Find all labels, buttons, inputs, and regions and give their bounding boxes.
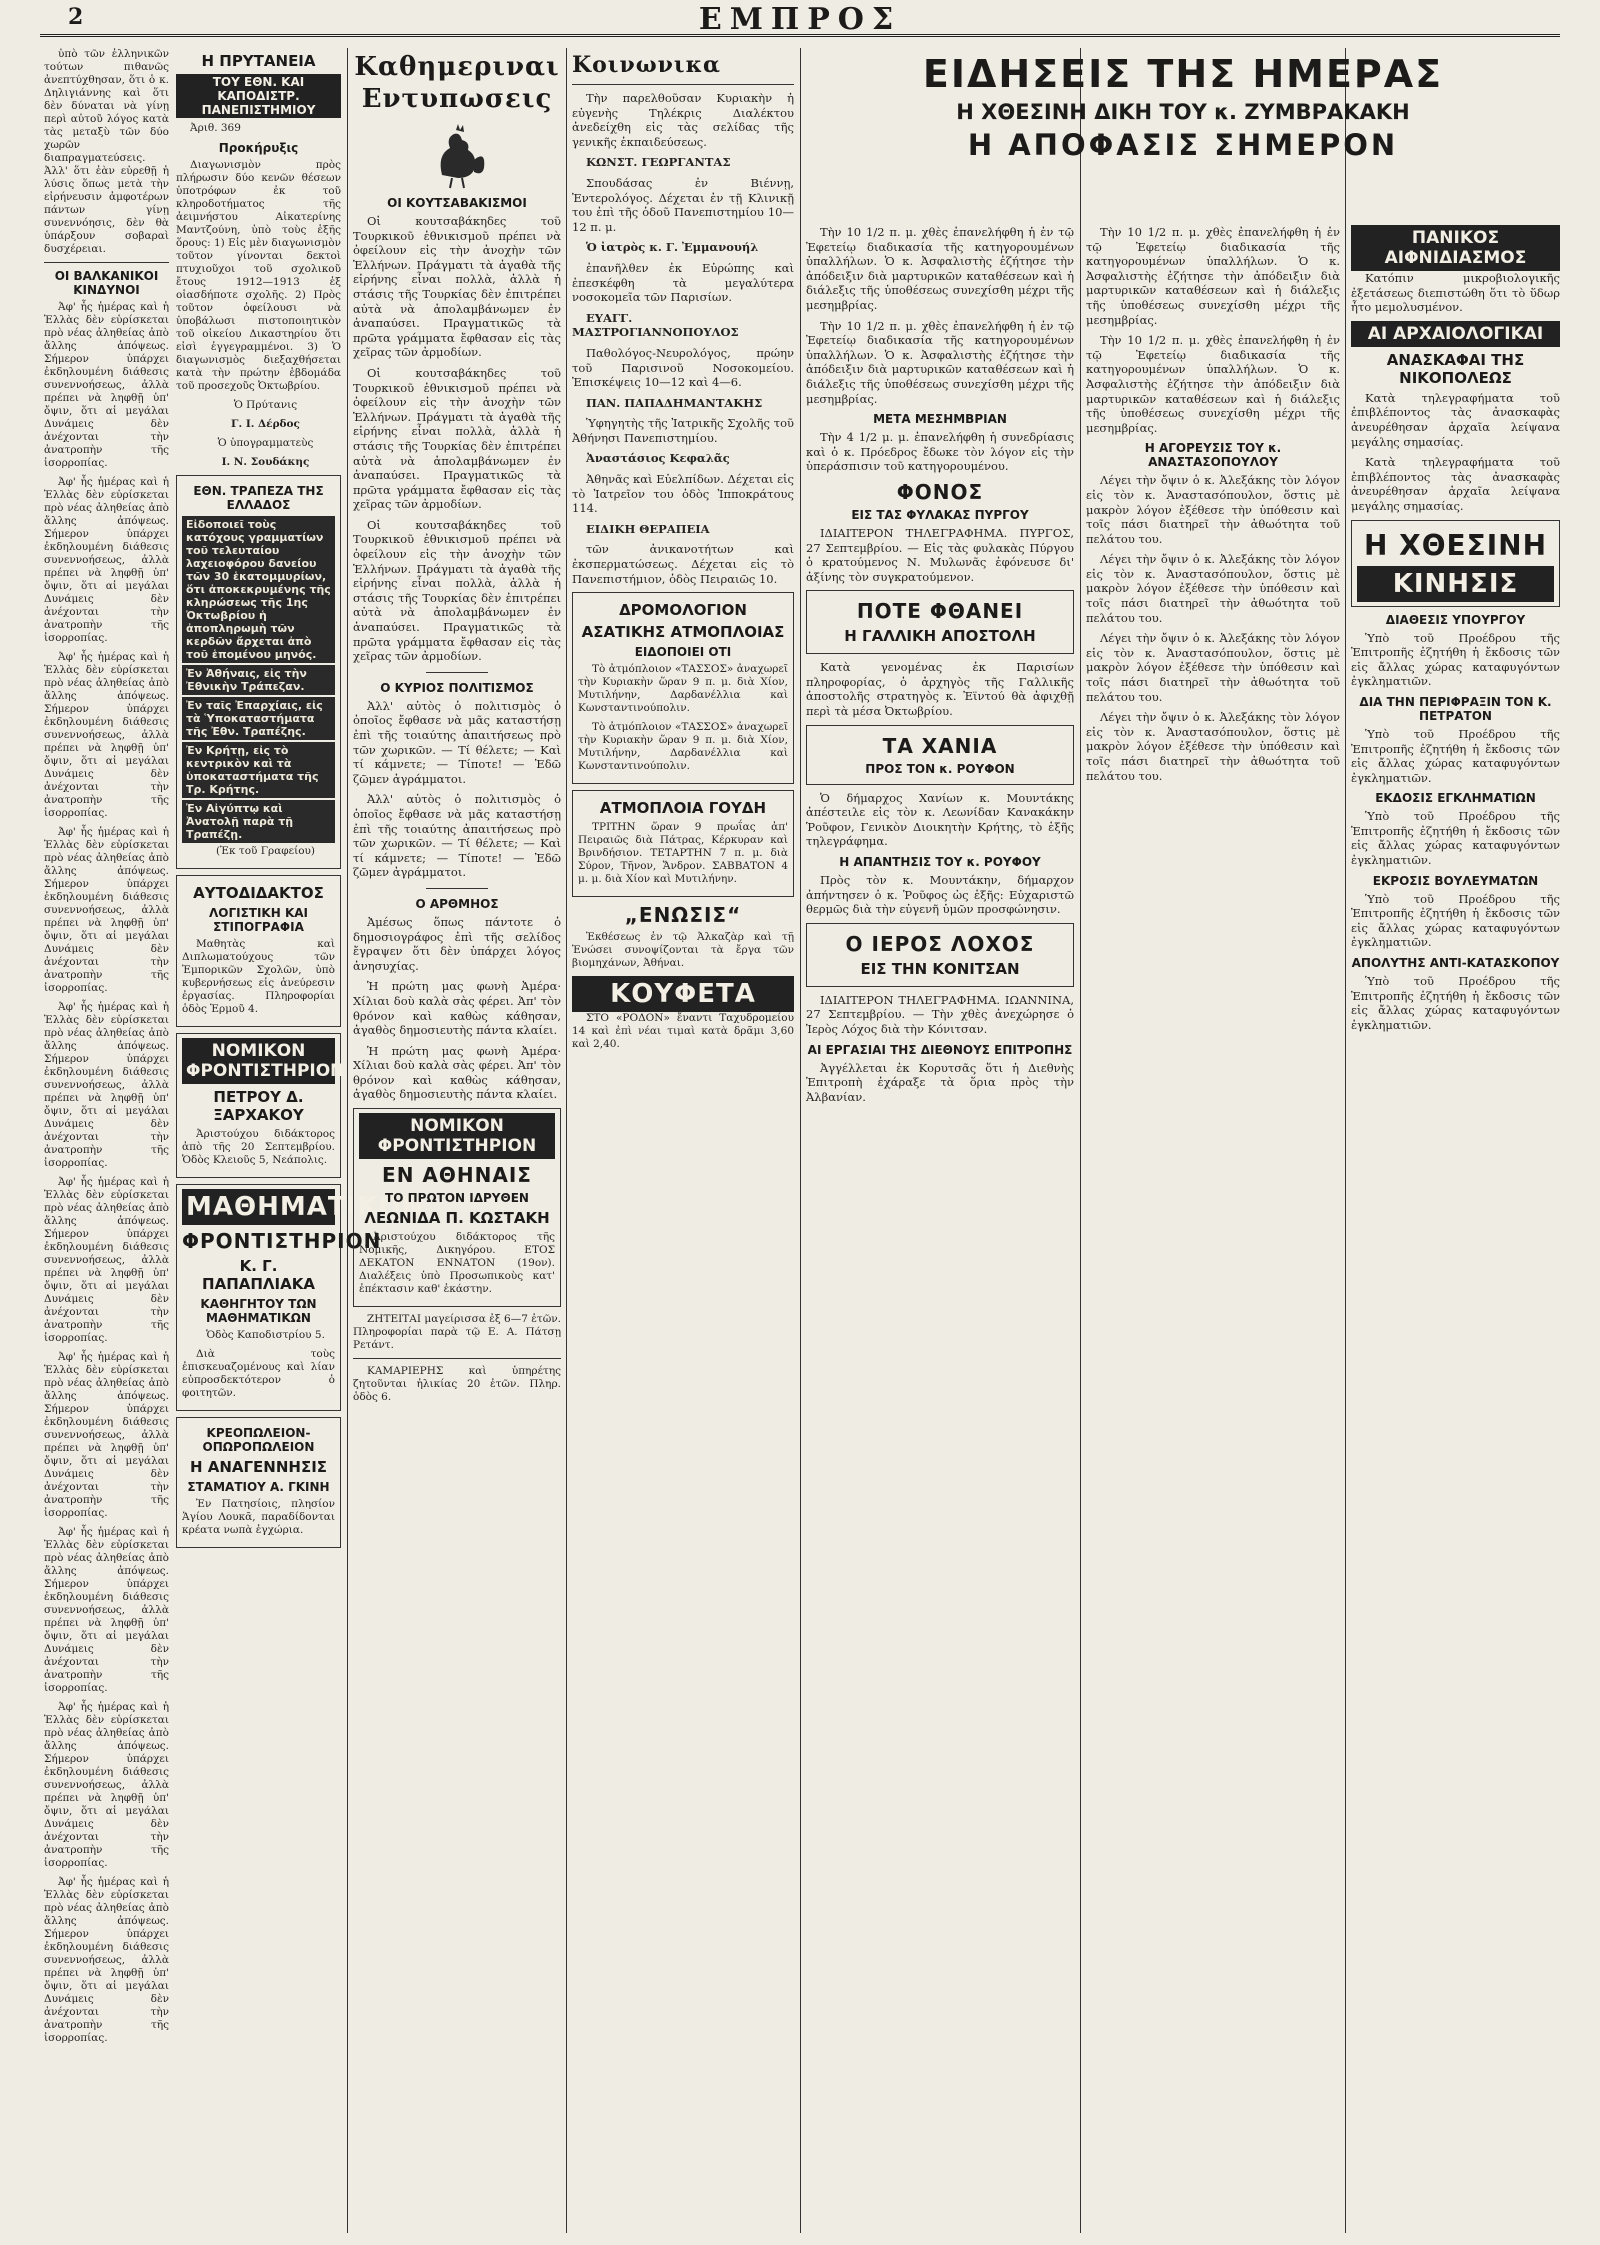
balkan-text: Ἀφ' ἧς ἡμέρας καὶ ἡ Ἑλλὰς δὲν εὑρίσκεται πρὸ νέας ἀληθείας ἀπὸ ἄλλης ἀπόψεως. Σήμερον ὑπάρχει ἐκδηλουμένη διάθεσις συνεννοήσεως, ἀλλὰ πρέπει νὰ ληφθῇ ὑπ' ὄψιν, ὅτι αἱ μεγάλαι Δυνάμεις δὲν ἀνέχονται τὴν ἀνατροπὴν τῆς ἰσορροπίας. (44, 826, 169, 994)
doctor-text: Ἀθηνᾶς καὶ Εὐελπίδων. Δέχεται εἰς τὸ Ἰατρεῖον του ὁδὸς Ἱπποκράτους 114. (572, 472, 794, 516)
prytaneia-number: Ἀριθ. 369 (190, 122, 241, 134)
divider (572, 84, 794, 85)
french-mission-subheading: Η ΓΑΛΛΙΚΗ ΑΠΟΣΤΟΛΗ (844, 627, 1036, 646)
balkan-text: Ἀφ' ἧς ἡμέρας καὶ ἡ Ἑλλὰς δὲν εὑρίσκεται πρὸ νέας ἀληθείας ἀπὸ ἄλλης ἀπόψεως. Σήμερον ὑπάρχει ἐκδηλουμένη διάθεσις συνεννοήσεως, ἀλλὰ πρέπει νὰ ληφθῇ ὑπ' ὄψιν, ὅτι αἱ μεγάλαι Δυνάμεις δὲν ἀνέχονται τὴν ἀνατροπὴν τῆς ἰσορροπίας. (44, 1351, 169, 1519)
activity-text: Ὑπὸ τοῦ Προέδρου τῆς Ἐπιτροπῆς ἐζητήθη ἡ ἔκδοσις τῶν εἰς ἄλλας χώρας καταφυγόντων ἐγκληματιῶν. (1351, 891, 1560, 950)
activity-subheading: ΔΙΑΘΕΣΙΣ ΥΠΟΥΡΓΟΥ (1385, 612, 1526, 627)
balkan-text: Ἀφ' ἧς ἡμέρας καὶ ἡ Ἑλλὰς δὲν εὑρίσκεται πρὸ νέας ἀληθείας ἀπὸ ἄλλης ἀπόψεως. Σήμερον ὑπάρχει ἐκδηλουμένη διάθεσις συνεννοήσεως, ἀλλὰ πρέπει νὰ ληφθῇ ὑπ' ὄψιν, ὅτι αἱ μεγάλαι Δυνάμεις δὲν ἀνέχονται τὴν ἀνατροπὴν τῆς ἰσορροπίας. (44, 1526, 169, 1694)
legal-tutoring-ad (176, 1033, 345, 1178)
yesterday-heading: Η ΧΘΕΣΙΝΗ (1363, 528, 1548, 562)
murder-subheading: ΕΙΣ ΤΑΣ ΦΥΛΑΚΑΣ ΠΥΡΓΟΥ (851, 507, 1029, 522)
speech-text: Λέγει τὴν ὄψιν ὁ κ. Ἀλεξάκης τὸν λόγον εἰς τὸν κ. Ἀναστασόπουλον, ὅστις μὲ μακρὸν λόγον ἐξέθεσε τὴν ὑπόθεσιν καὶ τοῖς πάσι διατηρεῖ τὴν ἀθωότητα τοῦ πελάτου του. (1086, 552, 1340, 625)
section-text: Ἀλλ' αὐτὸς ὁ πολιτισμὸς ὁ ὁποῖος ἔφθασε νὰ μᾶς καταστήσῃ ἐπὶ τῆς τοιαύτης ἀπαιτήσεως πρὸ τῶν χωρικῶν. — Τί θέλετε; — Καὶ τί κάμνετε; — Τίποτε! — Ἐδῶ ζῶμεν ἀγράμματοι. (353, 792, 561, 880)
trial-heading: Η ΧΘΕΣΙΝΗ ΔΙΚΗ ΤΟΥ κ. ΖΥΜΒΡΑΚΑΚΗ (956, 100, 1410, 124)
archaeology-text: Κατὰ τηλεγραφήματα τοῦ ἐπιβλέποντος τὰς ἀνασκαφὰς ἀνευρέθησαν ἀρχαῖα λείψανα μεγάλης σημασίας. (1351, 390, 1560, 449)
accounting-subheading: ΛΟΓΙΣΤΙΚΗ ΚΑΙ ΣΤΙΠΟΓΡΑΦΙΑ (208, 906, 309, 934)
koinonika-heading: Κοινωνικα (572, 52, 721, 78)
doctor-name: Ἀναστάσιος Κεφαλᾶς (586, 451, 730, 466)
butcher-owner: ΣΤΑΜΑΤΙΟΥ Α. ΓΚΙΝΗ (187, 1480, 330, 1494)
legal-school-ad (353, 1108, 561, 1307)
math-text: Διὰ τοὺς ἐπισκευαζομένους καὶ λίαν εὐπροσδεκτότερον ὁ φοιτητῶν. (182, 1348, 335, 1399)
bank-notice (176, 475, 341, 869)
sacred-band-subheading: ΕΙΣ ΤΗΝ ΚΟΝΙΤΣΑΝ (860, 959, 1020, 978)
chania-subheading: ΠΡΟΣ ΤΟΝ κ. ΡΟΥΦΟΝ (865, 761, 1015, 776)
column-2 (353, 48, 561, 2233)
butcher-ad (176, 1417, 341, 1548)
poem-text: Ἡ πρώτη μας φωνὴ Ἀμέρα· Χίλιαι δοὺ καλὰ σὰς φέρει. Ἀπ' τὸν θρόνον καὶ καθὼς κάθησαν, ἀγαθὸς δημοσιευτὴς πάντα κλαίει. (353, 1043, 561, 1102)
legal-name: ΠΕΤΡΟΥ Δ. ΞΑΡΧΑΚΟΥ (213, 1088, 304, 1124)
column-1b (176, 48, 425, 2233)
activity-text: Ὑπὸ τοῦ Προέδρου τῆς Ἐπιτροπῆς ἐζητήθη ἡ ἔκδοσις τῶν εἰς ἄλλας χώρας καταφυγόντων ἐγκληματιῶν. (1351, 974, 1560, 1032)
section-text: Οἱ κουτσαβάκηδες τοῦ Τουρκικοῦ ἐθνικισμοῦ πρέπει νὰ ὀφείλουν εἰς τὴν ἀνοχὴν τῶν Ἑλλήνων. Πράγματι τὰ ἀγαθὰ τῆς εἰρήνης εἶναι πολλὰ, ἀλλὰ ἡ στάσις τῆς Τουρκίας δὲν ἐπιτρέπει αὐτὰ νὰ ἀπολαμβάνωμεν ἐν ἀναπαύσει. Πραγματικῶς τὰ πρῶτα γράμματα ἔφθασαν εἰς τὰς χεῖρας τῶν ἀρμοδίων. (353, 214, 561, 360)
balkan-text: Ἀφ' ἧς ἡμέρας καὶ ἡ Ἑλλὰς δὲν εὑρίσκεται πρὸ νέας ἀληθείας ἀπὸ ἄλλης ἀπόψεως. Σήμερον ὑπάρχει ἐκδηλουμένη διάθεσις συνεννοήσεως, ἀλλὰ πρέπει νὰ ληφθῇ ὑπ' ὄψιν, ὅτι αἱ μεγάλαι Δυνάμεις δὲν ἀνέχονται τὴν ἀνατροπὴν τῆς ἰσορροπίας. (44, 1001, 169, 1169)
french-mission (806, 590, 1074, 654)
shipping-text: Τὸ ἀτμόπλοιον «ΤΑΣΣΟΣ» ἀναχωρεῖ τὴν Κυριακὴν ὥραν 9 π. μ. διὰ Χίον, Μυτιλήνην, Δαρδανέλλια καὶ Κωνσταντινούπολιν. (578, 721, 788, 773)
activity-subheading: ΕΚΡΟΣΙΣ ΒΟΥΛΕΥΜΑΤΩΝ (1372, 873, 1539, 888)
gouda-text: ΤΡΙΤΗΝ ὥραν 9 πρωΐας ἀπ' Πειραιῶς διὰ Πάτρας, Κέρκυραν καὶ Βρινδήσιον. ΤΕΤΑΡΤΗΝ 7 π. μ. διὰ Σύρον, Τῆνον, Ἄνδρον. ΣΑΒΒΑΤΟΝ 4 μ. μ. διὰ Χίον καὶ Μυτιλήνην. (578, 821, 788, 886)
doctor-name: ΚΩΝΣΤ. ΓΕΩΡΓΑΝΤΑΣ (586, 155, 731, 170)
shipping-schedule (572, 592, 794, 784)
section-heading: Ο ΚΥΡΙΟΣ ΠΟΛΙΤΙΣΜΟΣ (380, 680, 534, 695)
activity-text: Ὑπὸ τοῦ Προέδρου τῆς Ἐπιτροπῆς ἐζητήθη ἡ ἔκδοσις τῶν εἰς ἄλλας χώρας καταφυγόντων ἐγκληματιῶν. (1351, 630, 1560, 689)
shipping-text: Τὸ ἀτμόπλοιον «ΤΑΣΣΟΣ» ἀναχωρεῖ τὴν Κυριακὴν ὥραν 9 π. μ. διὰ Χίον, Μυτιλήνην, Δαρδανέλλια καὶ Κωνσταντινούπολιν. (578, 663, 788, 715)
doctor-text: Ὑφηγητὴς τῆς Ἰατρικῆς Σχολῆς τοῦ Ἀθήνησι Πανεπιστημίου. (572, 416, 794, 445)
accounting-heading: ΑΥΤΟΔΙΔΑΚΤΟΣ (193, 884, 324, 902)
accounting-ad (176, 875, 341, 1027)
activity-heading: ΚΙΝΗΣΙΣ (1357, 566, 1554, 602)
column-rule (347, 48, 348, 2233)
trial-text: Τὴν 10 1/2 π. μ. χθὲς ἐπανελήφθη ἡ ἐν τῷ Ἐφετείῳ διαδικασία τῆς κατηγορουμένων ὑπαλλήλων. Ὁ κ. Ἀσφαλιστὴς ἐζήτησε τὴν ἀπόδειξιν διὰ μαρτυρικῶν καταθέσεων καὶ ἡ διάλεξις τῆς ὑποθέσεως συνεχίσθη μέχρι τῆς μεσημβρίας. (1086, 225, 1340, 327)
gouda-shipping (572, 790, 794, 897)
balkan-heading: ΟΙ ΒΑΛΚΑΝΙΚΟΙ ΚΙΝΔΥΝΟΙ (54, 269, 159, 297)
divider (353, 1358, 561, 1359)
speech-heading: Η ΑΓΟΡΕΥΣΙΣ ΤΟΥ κ. ΑΝΑΣΤΑΣΟΠΟΥΛΟΥ (1144, 441, 1282, 470)
news-of-day-heading: ΕΙΔΗΣΕΙΣ ΤΗΣ ΗΜΕΡΑΣ (922, 52, 1444, 96)
shipping-company: ΑΣΑΤΙΚΗΣ ΑΤΜΟΠΛΟΙΑΣ (581, 623, 785, 642)
enosis-heading: „ΕΝΩΣΙΣ“ (624, 903, 742, 928)
secretary-title: Ὁ ὑπογραμματεὺς (217, 437, 314, 449)
sacred-band-box (806, 923, 1074, 987)
legal-school-name: ΛΕΩΝΙΔΑ Π. ΚΩΣΤΑΚΗ (364, 1209, 550, 1228)
social-text: Τὴν παρελθοῦσαν Κυριακὴν ἡ εὐγενὴς Τηλέκρις Διαλέκτου ἀνεδείχθη εἰς τὰς σελίδας τῆς γενικῆς ἐκπαιδεύσεως. (572, 91, 794, 149)
bank-line: Ἐν ταῖς Ἐπαρχίαις, εἰς τὰ Ὑποκαταστήματα τῆς Ἐθν. Τραπέζης. (182, 697, 335, 740)
sacred-band-text: ΙΔΙΑΙΤΕΡΟΝ ΤΗΛΕΓΡΑΦΗΜΑ. ΙΩΑΝΝΙΝΑ, 27 Σεπτεμβρίου. — Τὴν χθὲς ἀνεχώρησε ὁ Ἱερὸς Λόχος διὰ τὴν Κόνιτσαν. (806, 992, 1074, 1036)
panic-heading: ΠΑΝΙΚΟΣ ΑΙΦΝΙΔΙΑΣΜΟΣ (1351, 225, 1560, 271)
doctor-text: Παθολόγος-Νευρολόγος, πρώην τοῦ Παρισινοῦ Νοσοκομείου. Ἐπισκέψεις 10—12 καὶ 4—6. (572, 345, 794, 390)
activity-subheading: ΑΠΟΛΥΤΗΣ ΑΝΤΙ-ΚΑΤΑΣΚΟΠΟΥ (1351, 956, 1560, 971)
university-heading: ΤΟΥ ΕΘΝ. ΚΑΙ ΚΑΠΟΔΙΣΤΡ. ΠΑΝΕΠΙΣΤΗΜΙΟΥ (176, 74, 341, 118)
legal-school-first: ΤΟ ΠΡΩΤΟΝ ΙΔΡΥΘΕΝ (385, 1191, 529, 1206)
section-text: Ἀμέσως ὅπως πάντοτε ὁ δημοσιογράφος ἐπὶ τῆς σελίδος ἔγραψεν ὅτι δὲν ὑπάρχει λόγος ἀνησυχίας. (353, 914, 561, 973)
math-subheading: ΦΡΟΝΤΙΣΤΗΡΙΟΝ (182, 1229, 382, 1253)
doctor-name: ΕΙΔΙΚΗ ΘΕΡΑΠΕΙΑ (586, 521, 710, 536)
news-header (806, 48, 1560, 238)
shipping-heading: ΔΡΟΜΟΛΟΓΙΟΝ (619, 601, 747, 620)
bank-text: Εἰδοποιεῖ τοὺς κατόχους γραμματίων τοῦ τελευταίου λαχειοφόρου δανείου τῶν 30 ἑκατομμυρίων, ὅτι ἀποκεκρυμένης τῆς κληρώσεως τῆς 1ης Ὀκτωβρίου ἡ ἀποπληρωμὴ τῶν κερδῶν ἄρχεται ἀπὸ τοῦ ἑπομένου μηνός. (182, 516, 335, 663)
legal-school-city: ΕΝ ΑΘΗΝΑΙΣ (382, 1163, 532, 1188)
doctor-text: ἐπανῆλθεν ἐκ Εὐρώπης καὶ ἐπεσκέφθη τὰ μεγαλύτερα νοσοκομεῖα τῶν Παρισίων. (572, 260, 794, 305)
butcher-heading: ΚΡΕΟΠΩΛΕΙΟΝ-ΟΠΩΡΟΠΩΛΕΙΟΝ (202, 1426, 315, 1454)
column-4a (806, 225, 1074, 2230)
prytaneia-text: Διαγωνισμὸν πρὸς πλήρωσιν δύο κενῶν θέσεων ὑποτρόφων ἐκ τοῦ κληροδοτήματος τῆς ἀειμνήστου Αἰκατερίνης Μαντζούνη, ὑπὸ τοὺς ἑξῆς ὅρους: 1) Εἰς μὲν διαγωνισμὸν τοῦτον γίνονται δεκτοὶ πτυχιοῦχοι τοῦ σχολικοῦ ἔτους 1912—1913 ἐξ οἱασδήποτε σχολῆς. 2) Πρὸς τοῦτον ὀφείλουσι νὰ ὑποβάλωσι πιστοποιητικὸν τοῦ οἰκείου Δικαστηρίου ὅτι εἰσὶ ἐγγεγραμμένοι. 3) Ὁ διαγωνισμὸς διεξαχθήσεται κατὰ τὴν πρώτην ἑβδομάδα τοῦ προσεχοῦς Ὀκτωβρίου. (176, 159, 341, 392)
doctor-name: ΕΥΑΓΓ. ΜΑΣΤΡΟΓΙΑΝΝΟΠΟΥΛΟΣ (572, 310, 739, 340)
rooster-icon (422, 120, 492, 190)
activity-subheading: ΔΙΑ ΤΗΝ ΠΕΡΙΦΡΑΞΙΝ ΤΟΝ Κ. ΠΕΤΡΑΤΟΝ (1359, 694, 1552, 723)
column-4b (1086, 225, 1340, 2230)
doctor-text: τῶν ἀνικανοτήτων καὶ ἐκσπερματώσεως. Δέχεται εἰς τὸ Πανεπιστήμιον, ὁδὸς Πειραιῶς 10. (572, 542, 794, 586)
column-4c (1351, 225, 1560, 2230)
poem-text: Ἡ πρώτη μας φωνὴ Ἀμέρα· Χίλιαι δοὺ καλὰ σὰς φέρει. Ἀπ' τὸν θρόνον καὶ καθὼς κάθησαν, ἀγαθὸς δημοσιευτὴς πάντα κλαίει. (353, 979, 561, 1038)
section-text: Οἱ κουτσαβάκηδες τοῦ Τουρκικοῦ ἐθνικισμοῦ πρέπει νὰ ὀφείλουν εἰς τὴν ἀνοχὴν τῶν Ἑλλήνων. Πράγματι τὰ ἀγαθὰ τῆς εἰρήνης εἶναι πολλὰ, ἀλλὰ ἡ στάσις τῆς Τουρκίας δὲν ἐπιτρέπει αὐτὰ νὰ ἀπολαμβάνωμεν ἐν ἀναπαύσει. Πραγματικῶς τὰ πρῶτα γράμματα ἔφθασαν εἰς τὰς χεῖρας τῶν ἀρμοδίων. (353, 517, 561, 664)
chania-text: Ὁ δήμαρχος Χανίων κ. Μουντάκης ἀπέστειλε εἰς τὸν κ. Λεωνίδαν Κανακάκην Ῥοῦφον, Γενικὸν Διοικητὴν Κρήτης, τὸ ἑξῆς τηλεγράφημα. (806, 790, 1074, 849)
balkan-text: Ἀφ' ἧς ἡμέρας καὶ ἡ Ἑλλὰς δὲν εὑρίσκεται πρὸ νέας ἀληθείας ἀπὸ ἄλλης ἀπόψεως. Σήμερον ὑπάρχει ἐκδηλουμένη διάθεσις συνεννοήσεως, ἀλλὰ πρέπει νὰ ληφθῇ ὑπ' ὄψιν, ὅτι αἱ μεγάλαι Δυνάμεις δὲν ἀνέχονται τὴν ἀνατροπὴν τῆς ἰσορροπίας. (44, 1176, 169, 1344)
balkan-text: Ἀφ' ἧς ἡμέρας καὶ ἡ Ἑλλὰς δὲν εὑρίσκεται πρὸ νέας ἀληθείας ἀπὸ ἄλλης ἀπόψεως. Σήμερον ὑπάρχει ἐκδηλουμένη διάθεσις συνεννοήσεως, ἀλλὰ πρέπει νὰ ληφθῇ ὑπ' ὄψιν, ὅτι αἱ μεγάλαι Δυνάμεις δὲν ἀνέχονται τὴν ἀνατροπὴν τῆς ἰσορροπίας. (44, 1701, 169, 1869)
column-rule (800, 48, 801, 2233)
reply-heading: Η ΑΠΑΝΤΗΣΙΣ ΤΟΥ κ. ΡΟΥΦΟΥ (839, 855, 1041, 870)
archaeology-text: Κατὰ τηλεγραφήματα τοῦ ἐπιβλέποντος τὰς ἀνασκαφὰς ἀνευρέθησαν ἀρχαῖα λείψανα μεγάλης σημασίας. (1351, 455, 1560, 513)
murder-heading: ΦΟΝΟΣ (896, 479, 984, 504)
secretary-name: Ι. Ν. Σουδάκης (221, 456, 310, 468)
panic-text: Κατόπιν μικροβιολογικῆς ἐξετάσεως διεπιστώθη ὅτι τὸ ὕδωρ ἦτο μεμολυσμένον. (1351, 271, 1560, 315)
balkan-text: Ἀφ' ἧς ἡμέρας καὶ ἡ Ἑλλὰς δὲν εὑρίσκεται πρὸ νέας ἀληθείας ἀπὸ ἄλλης ἀπόψεως. Σήμερον ὑπάρχει ἐκδηλουμένη διάθεσις συνεννοήσεως, ἀλλὰ πρέπει νὰ ληφθῇ ὑπ' ὄψιν, ὅτι αἱ μεγάλαι Δυνάμεις δὲν ἀνέχονται τὴν ἀνατροπὴν τῆς ἰσορροπίας. (44, 1876, 169, 2044)
bank-heading: ΕΘΝ. ΤΡΑΠΕΖΑ ΤΗΣ ΕΛΛΑΔΟΣ (193, 484, 324, 512)
activity-subheading: ΕΚΔΟΣΙΣ ΕΓΚΛΗΜΑΤΙΩΝ (1375, 791, 1536, 806)
accounting-text: Μαθητὰς καὶ Διπλωματούχους τῶν Ἐμπορικῶν Σχολῶν, ὑπὸ κυβερνήσεως εἰς ἀνεύρεσιν ἐργασίας. Πληροφορίαι ὁδὸς Ἑρμοῦ 4. (182, 938, 335, 1015)
verdict-heading: Η ΑΠΟΦΑΣΙΣ ΣΗΜΕΡΟΝ (967, 128, 1399, 162)
enosis-text: Ἐκθέσεως ἐν τῷ Ἀλκαζὰρ καὶ τῇ Ἑνώσει συνοψίζονται τὰ ἔργα τῶν βιομηχάνων, Ἀθήναι. (572, 931, 794, 970)
legal-school-heading: ΝΟΜΙΚΟΝ ΦΡΟΝΤΙΣΤΗΡΙΟΝ (359, 1113, 555, 1159)
divider (426, 672, 488, 673)
column-3 (572, 48, 794, 2233)
activity-text: Ὑπὸ τοῦ Προέδρου τῆς Ἐπιτροπῆς ἐζητήθη ἡ ἔκδοσις τῶν εἰς ἄλλας χώρας καταφυγόντων ἐγκληματιῶν. (1351, 726, 1560, 785)
koufeta-text: ΣΤΟ «ΡΟΔΟΝ» ἔναντι Ταχυδρομείου 14 καὶ ἐπὶ νέαι τιμαὶ κατὰ δρᾶμι 3,60 καὶ 2,40. (572, 1012, 794, 1051)
reply-text: Πρὸς τὸν κ. Μουντάκην, δήμαρχον ἀπήντησεν ὁ κ. Ῥοῦφος ὡς ἑξῆς: Εὐχαριστῶ θερμῶς διὰ τὴν εὐγενῆ ὑμῶν προσφώνησιν. (806, 873, 1074, 917)
commission-text: Ἀγγέλλεται ἐκ Κορυτσᾶς ὅτι ἡ Διεθνὴς Ἐπιτροπὴ ἐχάραξε τὰ ὅρια πρὸς τὴν Ἀλβανίαν. (806, 1060, 1074, 1104)
section-text: Ἀλλ' αὐτὸς ὁ πολιτισμὸς ὁ ὁποῖος ἔφθασε νὰ μᾶς καταστήσῃ ἐπὶ τῆς τοιαύτης ἀπαιτήσεως πρὸ τῶν χωρικῶν. — Τί θέλετε; — Καὶ τί κάμνετε; — Τίποτε! — Ἐδῶ ζῶμεν ἀγράμματοι. (353, 698, 561, 786)
math-name: Κ. Γ. ΠΑΠΑΠΛΙΑΚΑ (202, 1257, 315, 1293)
activity-text: Ὑπὸ τοῦ Προέδρου τῆς Ἐπιτροπῆς ἐζητήθη ἡ ἔκδοσις τῶν εἰς ἄλλας χώρας καταφυγόντων ἐγκληματιῶν. (1351, 809, 1560, 868)
mesimvrian-heading: ΜΕΤΑ ΜΕΣΗΜΒΡΙΑΝ (873, 412, 1007, 427)
chania-heading: ΤΑ ΧΑΝΙΑ (882, 733, 998, 758)
koufeta-heading: ΚΟΥΦΕΤΑ (572, 976, 794, 1012)
murder-text: ΙΔΙΑΙΤΕΡΟΝ ΤΗΛΕΓΡΑΦΗΜΑ. ΠΥΡΓΟΣ, 27 Σεπτεμβρίου. — Εἰς τὰς φυλακὰς Πύργου ὁ κρατούμενος Ν. Μυλωνᾶς ἐφόνευσε δι' ἀξίνης τὸν συγκρατούμενον. (806, 525, 1074, 584)
french-mission-text: Κατὰ γενομένας ἐκ Παρισίων πληροφορίας, ὁ ἀρχηγὸς τῆς Γαλλικῆς ἀποστολῆς στρατηγὸς κ. Ἐϊντού θὰ ἀφιχθῇ περὶ τὰ μέσα Ὀκτωβρίου. (806, 660, 1074, 719)
sacred-band-heading: Ο ΙΕΡΟΣ ΛΟΧΟΣ (845, 931, 1035, 956)
column-rule (1345, 48, 1346, 2233)
butcher-name: Η ΑΝΑΓΕΝΝΗΣΙΣ (189, 1458, 328, 1476)
col1-top-text: ὑπὸ τῶν ἑλληνικῶν τούτων πιθανῶς ἀνεπτύχθησαν, ὅτι ὁ κ. Δηλιγιάννης καὶ ὅτι δὲν δύναται νὰ γίνῃ περὶ αὐτοῦ λόγος κατὰ τὰς μεταξὺ τῶν δύο χωρῶν διαπραγματεύσεις. Ἀλλ' ὅτι ἐὰν εὑρεθῇ ἡ λύσις ὅπως μετὰ τὴν εἰρήνευσιν ἀμφοτέρων πάντων γίνῃ συνεννόησις, δὲν θὰ ὑπάρξουν σοβαραὶ δυσχέρειαι. (44, 48, 169, 255)
divider (44, 262, 169, 263)
column-rule (566, 48, 567, 2233)
math-address: Ὁδὸς Καποδιστρίου 5. (206, 1329, 325, 1341)
doctor-name: Ὁ ἰατρὸς κ. Γ. Ἐμμανουήλ (586, 240, 759, 255)
archaeology-heading: ΑΙ ΑΡΧΑΙΟΛΟΓΙΚΑΙ (1351, 321, 1560, 347)
butcher-text: Ἐν Πατησίοις, πλησίον Ἁγίου Λουκᾶ, παραδίδονται κρέατα νωπὰ ἐγχώρια. (182, 1498, 335, 1536)
yesterday-box (1351, 520, 1560, 607)
prokirixis-heading: Προκήρυξις (218, 141, 299, 155)
speech-text: Λέγει τὴν ὄψιν ὁ κ. Ἀλεξάκης τὸν λόγον εἰς τὸν κ. Ἀναστασόπουλον, ὅστις μὲ μακρὸν λόγον ἐξέθεσε τὴν ὑπόθεσιν καὶ τοῖς πάσι διατηρεῖ τὴν ἀθωότητα τοῦ πελάτου του. (1086, 710, 1340, 783)
bank-line: Ἐν Αἰγύπτῳ καὶ Ἀνατολῇ παρὰ τῇ Τραπέζῃ. (182, 800, 335, 843)
chania-box (806, 725, 1074, 785)
math-title: ΚΑΘΗΓΗΤΟΥ ΤΩΝ ΜΑΘΗΜΑΤΙΚΩΝ (200, 1297, 317, 1325)
balkan-text: Ἀφ' ἧς ἡμέρας καὶ ἡ Ἑλλὰς δὲν εὑρίσκεται πρὸ νέας ἀληθείας ἀπὸ ἄλλης ἀπόψεως. Σήμερον ὑπάρχει ἐκδηλουμένη διάθεσις συνεννοήσεως, ἀλλὰ πρέπει νὰ ληφθῇ ὑπ' ὄψιν, ὅτι αἱ μεγάλαι Δυνάμεις δὲν ἀνέχονται τὴν ἀνατροπὴν τῆς ἰσορροπίας. (44, 301, 169, 469)
bank-line: Ἐν Κρήτῃ, εἰς τὸ κεντρικὸν καὶ τὰ ὑποκαταστήματα τῆς Τρ. Κρήτης. (182, 742, 335, 798)
column-1a (44, 48, 169, 2233)
kathimerinai-heading: Καθημεριναι (354, 52, 560, 82)
archaeology-subheading: ΑΝΑΣΚΑΦΑΙ ΤΗΣ ΝΙΚΟΠΟΛΕΩΣ (1386, 350, 1525, 387)
balkan-text: Ἀφ' ἧς ἡμέρας καὶ ἡ Ἑλλὰς δὲν εὑρίσκεται πρὸ νέας ἀληθείας ἀπὸ ἄλλης ἀπόψεως. Σήμερον ὑπάρχει ἐκδηλουμένη διάθεσις συνεννοήσεως, ἀλλὰ πρέπει νὰ ληφθῇ ὑπ' ὄψιν, ὅτι αἱ μεγάλαι Δυνάμεις δὲν ἀνέχονται τὴν ἀνατροπὴν τῆς ἰσορροπίας. (44, 476, 169, 644)
bank-source: (Ἐκ τοῦ Γραφείου) (215, 845, 316, 857)
dean-title: Ὁ Πρύτανις (233, 399, 298, 411)
shipping-notice: ΕΙΔΟΠΟΙΕΙ ΟΤΙ (634, 645, 732, 660)
column-rule (1080, 48, 1081, 2233)
doctor-name: ΠΑΝ. ΠΑΠΑΔΗΜΑΝΤΑΚΗΣ (586, 395, 763, 410)
speech-text: Λέγει τὴν ὄψιν ὁ κ. Ἀλεξάκης τὸν λόγον εἰς τὸν κ. Ἀναστασόπουλον, ὅστις μὲ μακρὸν λόγον ἐξέθεσε τὴν ὑπόθεσιν καὶ τοῖς πάσι διατηρεῖ τὴν ἀθωότητα τοῦ πελάτου του. (1086, 473, 1340, 546)
dean-name: Γ. Ι. Δέρδος (231, 418, 300, 430)
trial-text: Τὴν 10 1/2 π. μ. χθὲς ἐπανελήφθη ἡ ἐν τῷ Ἐφετείῳ διαδικασία τῆς κατηγορουμένων ὑπαλλήλων. Ὁ κ. Ἀσφαλιστὴς ἐζήτησε τὴν ἀπόδειξιν διὰ μαρτυρικῶν καταθέσεων καὶ ἡ διάλεξις τῆς ὑποθέσεως συνεχίσθη μέχρι τῆς μεσημβρίας. (806, 318, 1074, 406)
math-tutoring-ad (176, 1184, 425, 1411)
section-text: Οἱ κουτσαβάκηδες τοῦ Τουρκικοῦ ἐθνικισμοῦ πρέπει νὰ ὀφείλουν εἰς τὴν ἀνοχὴν τῶν Ἑλλήνων. Πράγματι τὰ ἀγαθὰ τῆς εἰρήνης εἶναι πολλὰ, ἀλλὰ ἡ στάσις τῆς Τουρκίας δὲν ἐπιτρέπει αὐτὰ νὰ ἀπολαμβάνωμεν ἐν ἀναπαύσει. Πραγματικῶς τὰ πρῶτα γράμματα ἔφθασαν εἰς τὰς χεῖρας τῶν ἀρμοδίων. (353, 365, 561, 512)
section-heading: Ο ΑΡΘΜΗΟΣ (415, 896, 499, 911)
legal-heading: ΝΟΜΙΚΟΝ ΦΡΟΝΤΙΣΤΗΡΙΟΝ (182, 1038, 335, 1084)
legal-text: Ἀριστούχου διδάκτορος ἀπὸ τῆς 20 Σεπτεμβρίου. Ὁδὸς Κλειοῦς 5, Νεάπολις. (182, 1128, 335, 1166)
french-mission-heading: ΠΟΤΕ ΦΘΑΝΕΙ (856, 599, 1024, 624)
commission-heading: ΑΙ ΕΡΓΑΣΙΑΙ ΤΗΣ ΔΙΕΘΝΟΥΣ ΕΠΙΤΡΟΠΗΣ (807, 1042, 1073, 1057)
divider (426, 888, 488, 889)
masthead (40, 4, 1560, 37)
mesimvrian-text: Τὴν 4 1/2 μ. μ. ἐπανελήφθη ἡ συνεδρίασις καὶ ὁ κ. Πρόεδρος ἔδωκε τὸν λόγον εἰς τὴν ὑπεράσπισιν τοῦ κατηγορουμένου. (806, 430, 1074, 474)
math-heading: ΜΑΘΗΜΑΤΙΚΟΝ (182, 1189, 335, 1225)
trial-text: Τὴν 10 1/2 π. μ. χθὲς ἐπανελήφθη ἡ ἐν τῷ Ἐφετείῳ διαδικασία τῆς κατηγορουμένων ὑπαλλήλων. Ὁ κ. Ἀσφαλιστὴς ἐζήτησε τὴν ἀπόδειξιν διὰ μαρτυρικῶν καταθέσεων καὶ ἡ διάλεξις τῆς ὑποθέσεως συνεχίσθη μέχρι τῆς μεσημβρίας. (1086, 333, 1340, 435)
page-number: 2 (68, 4, 84, 30)
bank-line: Ἐν Ἀθήναις, εἰς τὴν Ἐθνικὴν Τράπεζαν. (182, 665, 335, 695)
speech-text: Λέγει τὴν ὄψιν ὁ κ. Ἀλεξάκης τὸν λόγον εἰς τὸν κ. Ἀναστασόπουλον, ὅστις μὲ μακρὸν λόγον ἐξέθεσε τὴν ὑπόθεσιν καὶ τοῖς πάσι διατηρεῖ τὴν ἀθωότητα τοῦ πελάτου του. (1086, 631, 1340, 704)
doctor-text: Σπουδάσας ἐν Βιέννῃ, Ἐντερολόγος. Δέχεται ἐν τῇ Κλινικῇ του ἐπὶ τῆς ὁδοῦ Πανεπιστημίου 10—12 π. μ. (572, 175, 794, 234)
balkan-text: Ἀφ' ἧς ἡμέρας καὶ ἡ Ἑλλὰς δὲν εὑρίσκεται πρὸ νέας ἀληθείας ἀπὸ ἄλλης ἀπόψεως. Σήμερον ὑπάρχει ἐκδηλουμένη διάθεσις συνεννοήσεως, ἀλλὰ πρέπει νὰ ληφθῇ ὑπ' ὄψιν, ὅτι αἱ μεγάλαι Δυνάμεις δὲν ἀνέχονται τὴν ἀνατροπὴν τῆς ἰσορροπίας. (44, 651, 169, 819)
prytaneia-heading: Η ΠΡΥΤΑΝΕΙΑ (201, 52, 316, 70)
legal-school-text: Ἀριστούχου διδάκτορος τῆς Νομικῆς, Δικηγόρου. ΕΤΟΣ ΔΕΚΑΤΟΝ ΕΝΝΑΤΟΝ (19ον). Διαλέξεις ὑπὸ Προσωπικοὺς κατ' ἐπέκτασιν καθ' ἑκάστην. (359, 1231, 555, 1296)
gouda-heading: ΑΤΜΟΠΛΟΙΑ ΓΟΥΔΗ (599, 799, 767, 818)
classified-ad: ΚΑΜΑΡΙΕΡΗΣ καὶ ὑπηρέτης ζητοῦνται ἡλικίας 20 ἐτῶν. Πληρ. ὁδὸς 6. (353, 1365, 561, 1404)
classified-ad: ΖΗΤΕΙΤΑΙ μαγείρισσα ἐξ 6—7 ἐτῶν. Πληροφορίαι παρὰ τῷ Ε. Α. Πάτσῃ Ρετάντ. (353, 1313, 561, 1352)
newspaper-name: ΕΜΠΡΟΣ (698, 2, 902, 37)
entyposeis-heading: Εντυπωσεις (361, 84, 553, 114)
section-heading: ΟΙ ΚΟΥΤΣΑΒΑΚΙΣΜΟΙ (387, 196, 527, 210)
trial-text: Τὴν 10 1/2 π. μ. χθὲς ἐπανελήφθη ἡ ἐν τῷ Ἐφετείῳ διαδικασία τῆς κατηγορουμένων ὑπαλλήλων. Ὁ κ. Ἀσφαλιστὴς ἐζήτησε τὴν ἀπόδειξιν διὰ μαρτυρικῶν καταθέσεων καὶ ἡ διάλεξις τῆς ὑποθέσεως συνεχίσθη μέχρι τῆς μεσημβρίας. (806, 225, 1074, 312)
